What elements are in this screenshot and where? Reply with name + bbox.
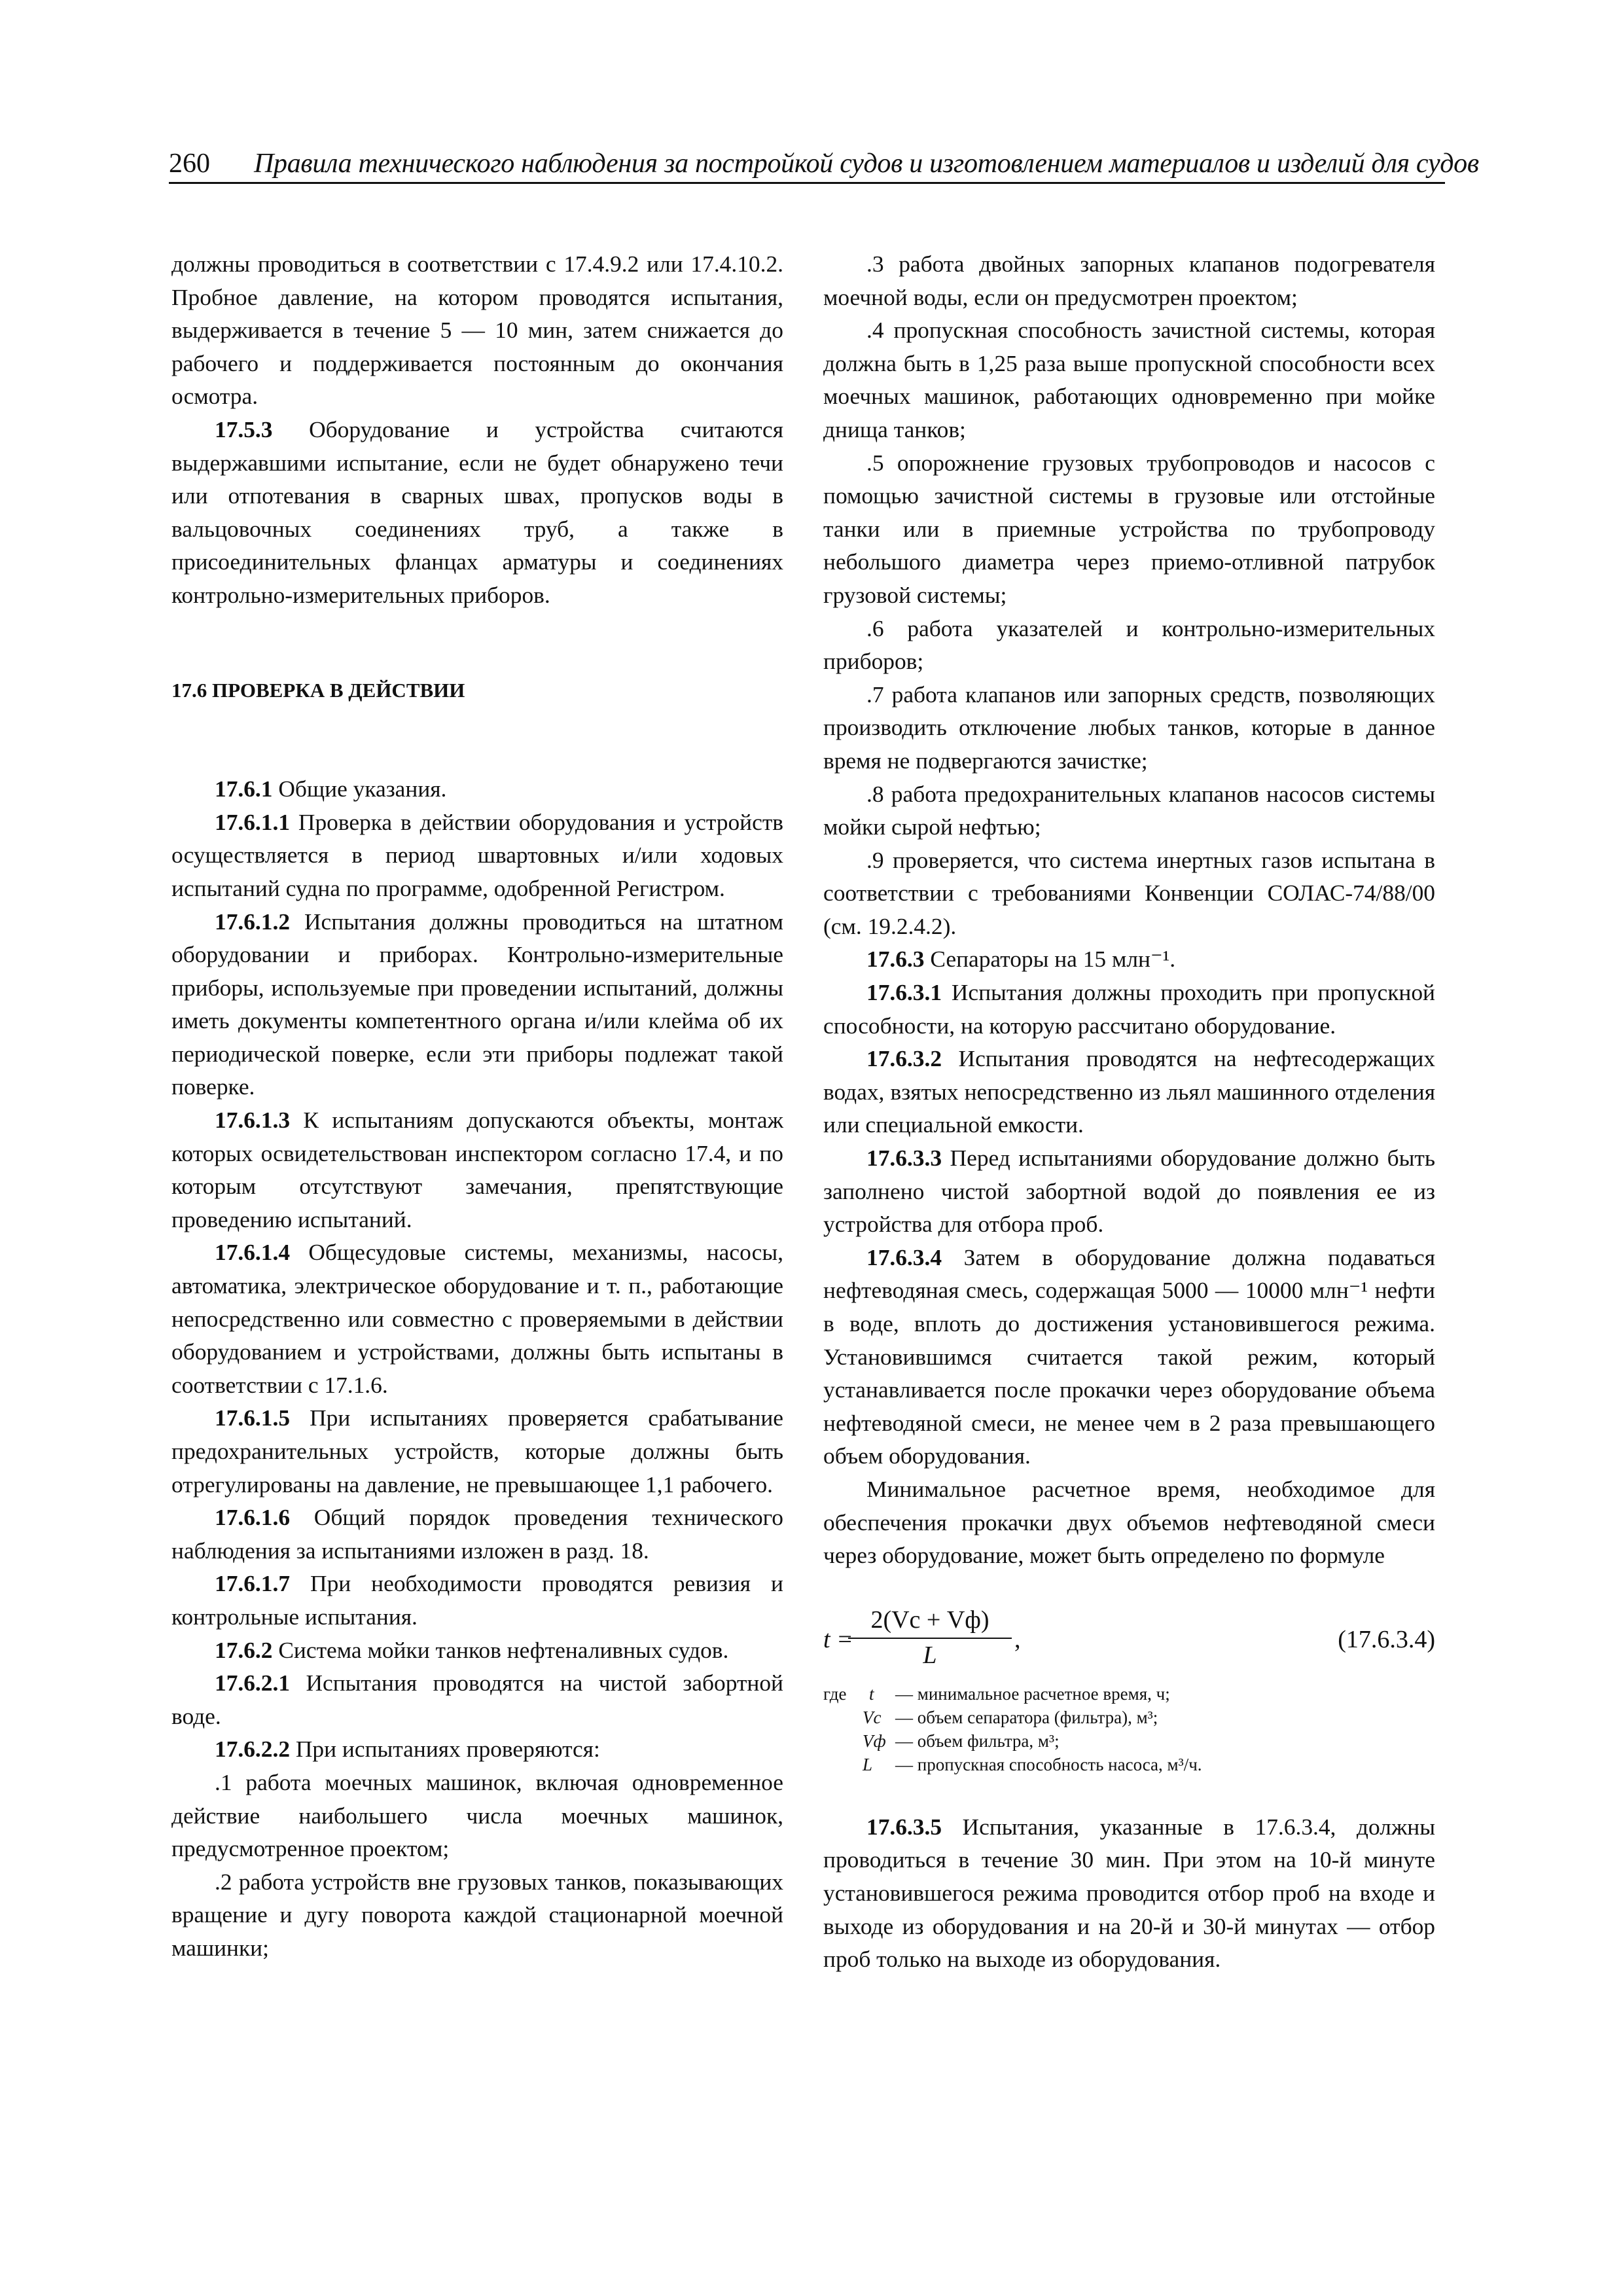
paragraph: 17.6.3.5 Испытания, указанные в 17.6.3.4, должны проводиться в течение 30 мин. При этом на 10-й минуте установившегося режима проводится отбор проб на входе и выходе из оборудования и на 20-й и 30-й минутах — отбор проб только на выходе из оборудования. <box>823 1813 1435 1973</box>
legend-key: где <box>823 1683 847 1704</box>
formula-numerator: 2(Vс + Vф) <box>848 1604 1012 1640</box>
list-item: .6 работа указателей и контрольно-измерительных приборов; <box>823 615 1435 675</box>
right-column <box>823 247 1435 1976</box>
paragraph: 17.6.3 Сепараторы на 15 млн⁻¹. <box>866 946 1176 973</box>
paragraph: 17.5.3 Оборудование и устройства считаются выдержавшими испытание, если не будет обнаружено течи или отпотевания в сварных швах, пропусков воды в вальцовочных соединениях труб, а также в присоединительных фланцах арматуры и соединениях контрольно-измерительных приборов. <box>171 416 783 608</box>
running-header <box>169 143 1479 184</box>
paragraph: 17.6.3.4 Затем в оборудование должна подаваться нефтеводяная смесь, содержащая 5000 — 10000 млн⁻¹ нефти в воде, вплоть до достижения установившегося режима. Установившимся считается такой режим, который устанавливается после прокачки через оборудование объема нефтеводяной смеси, не менее чем в 2 раза превышающего объем оборудования. <box>823 1244 1435 1469</box>
paragraph: должны проводиться в соответствии с 17.4.9.2 или 17.4.10.2. Пробное давление, на котором проводятся испытания, выдерживается в течение 5 — 10 мин, затем снижается до рабочего и поддерживается постоянным до окончания осмотра. <box>171 251 783 410</box>
formula-number: (17.6.3.4) <box>1338 1625 1435 1653</box>
legend-row <box>823 1706 1435 1729</box>
legend-row <box>823 1753 1435 1776</box>
paragraph: 17.6.1.5 При испытаниях проверяется срабатывание предохранительных устройств, которые должны быть отрегулированы на давление, не превышающее 1,1 рабочего. <box>171 1405 783 1498</box>
formula-denominator: L <box>923 1641 937 1670</box>
legend-row <box>823 1682 1435 1706</box>
paragraph: 17.6.1.2 Испытания должны проводиться на штатном оборудовании и приборах. Контрольно-измерительные приборы, используемые при проведении испытаний, должны иметь документы компетентного органа и/или клейма об их периодической поверке, если эти приборы подлежат такой поверке. <box>171 908 783 1100</box>
formula-legend <box>823 1682 1435 1776</box>
list-item: .7 работа клапанов или запорных средств, позволяющих производить отключение любых танков, которые в данное время не подвергаются зачистке; <box>823 681 1435 774</box>
paragraph: 17.6.2.2 При испытаниях проверяются: <box>215 1736 600 1763</box>
section-title: 17.6 ПРОВЕРКА В ДЕЙСТВИИ <box>171 678 465 702</box>
list-item: .8 работа предохранительных клапанов насосов системы мойки сырой нефтью; <box>823 780 1435 840</box>
paragraph: 17.6.1.6 Общий порядок проведения технического наблюдения за испытаниями изложен в разд. 18. <box>171 1504 783 1564</box>
legend-text: — пропускная способность насоса, м³/ч. <box>895 1754 1202 1774</box>
list-item: .2 работа устройств вне грузовых танков, показывающих вращение и дугу поворота каждой стационарной моечной машинки; <box>171 1868 783 1961</box>
left-column <box>171 247 783 1965</box>
legend-row <box>823 1729 1435 1753</box>
paragraph: 17.6.2 Система мойки танков нефтеналивных судов. <box>215 1636 729 1663</box>
paragraph: 17.6.3.1 Испытания должны проходить при пропускной способности, на которую рассчитано оборудование. <box>823 979 1435 1039</box>
paragraph: 17.6.2.1 Испытания проводятся на чистой забортной воде. <box>171 1670 783 1729</box>
list-item: .3 работа двойных запорных клапанов подогревателя моечной воды, если он предусмотрен проектом; <box>823 251 1435 310</box>
legend-text: — минимальное расчетное время, ч; <box>895 1683 1170 1704</box>
paragraph: Минимальное расчетное время, необходимое для обеспечения прокачки двух объемов нефтеводяной смеси через оборудование, может быть определено по формуле <box>823 1475 1435 1569</box>
formula-lhs: t = <box>823 1625 853 1653</box>
paragraph: 17.6.3.3 Перед испытаниями оборудование должно быть заполнено чистой забортной водой до появления ее из устройства для отбора проб. <box>823 1145 1435 1238</box>
formula <box>823 1604 1435 1682</box>
running-title: Правила технического наблюдения за постройкой судов и изготовлением материалов и изделий для судов <box>254 149 1479 179</box>
legend-symbol: Vс <box>863 1707 882 1727</box>
paragraph: 17.6.1.7 При необходимости проводятся ревизия и контрольные испытания. <box>171 1570 783 1630</box>
paragraph: 17.6.1.1 Проверка в действии оборудования и устройств осуществляется в период швартовных и/или ходовых испытаний судна по программе, одобренной Регистром. <box>171 808 783 901</box>
formula-comma: , <box>1014 1625 1021 1653</box>
legend-text: — объем сепаратора (фильтра), м³; <box>895 1707 1158 1727</box>
list-item: .1 работа моечных машинок, включая одновременное действие наибольшего числа моечных машинок, предусмотренное проектом; <box>171 1768 783 1862</box>
formula-fraction <box>848 1604 1012 1672</box>
list-item: .4 пропускная способность зачистной системы, которая должна быть в 1,25 раза выше пропускной способности всех моечных машинок, работающих одновременно при мойке днища танков; <box>823 317 1435 442</box>
legend-symbol: Vф <box>863 1731 886 1751</box>
list-item: .9 проверяется, что система инертных газов испытана в соответствии с требованиями Конвенции СОЛАС-74/88/00 (см. 19.2.4.2). <box>823 846 1435 939</box>
paragraph: 17.6.3.2 Испытания проводятся на нефтесодержащих водах, взятых непосредственно из льял машинного отделения или специальной емкости. <box>823 1045 1435 1138</box>
list-item: .5 опорожнение грузовых трубопроводов и насосов с помощью зачистной системы в грузовые или отстойные танки или в приемные устройства по трубопроводу небольшого диаметра через приемо-отливной патрубок грузовой системы; <box>823 449 1435 608</box>
page-number: 260 <box>169 149 210 179</box>
legend-symbol: L <box>863 1754 873 1774</box>
paragraph: 17.6.1.3 К испытаниям допускаются объекты, монтаж которых освидетельствован инспектором согласно 17.4, и по которым отсутствуют замечания, препятствующие проведению испытаний. <box>171 1107 783 1232</box>
legend-text: — объем фильтра, м³; <box>895 1731 1060 1751</box>
paragraph: 17.6.1.4 Общесудовые системы, механизмы, насосы, автоматика, электрическое оборудование и т. п., работающие непосредственно или совместно с проверяемыми в действии оборудованием и устройствами, должны быть испытаны в соответствии с 17.1.6. <box>171 1239 783 1398</box>
paragraph: 17.6.1 Общие указания. <box>215 776 447 802</box>
legend-symbol: t <box>869 1683 874 1704</box>
